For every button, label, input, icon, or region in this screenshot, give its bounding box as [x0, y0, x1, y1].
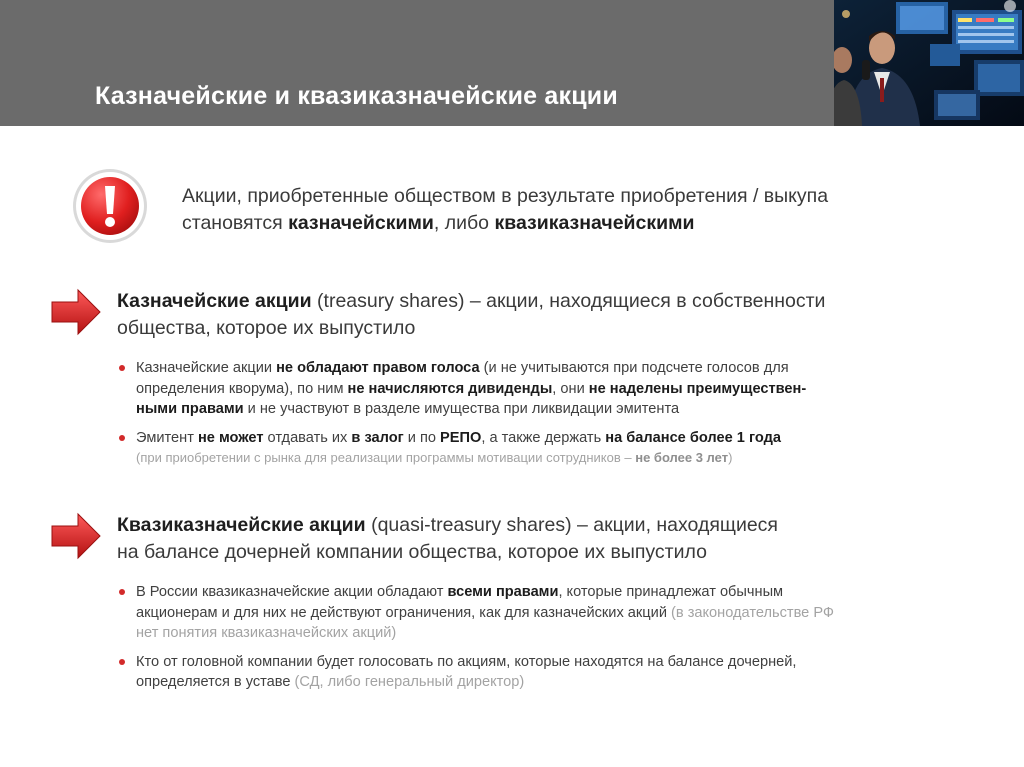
- intro-line-1: Акции, приобретенные обществом в результате приобретения / выкупа: [182, 185, 829, 207]
- bullet-dot: [119, 659, 125, 665]
- slide-header: [0, 0, 1024, 126]
- section-title-quasi-treasury: Квазиказначейские акции (quasi-treasury shares) – акции, находящиеся на балансе дочерней компании общества, которое их выпустило: [117, 514, 778, 563]
- bullet-dot: [119, 435, 125, 441]
- treasury-bullet-list: [117, 358, 967, 477]
- list-item: Кто от головной компании будет голосовать по акциям, которые находятся на балансе дочерней, определяется в уставе (СД, либо генеральный директор): [117, 652, 967, 693]
- exclamation-icon: [72, 168, 148, 244]
- arrow-right-icon: [50, 288, 102, 336]
- slide-title: Казначейские и квазиказначейские акции: [95, 82, 618, 110]
- list-item: Эмитент не может отдавать их в залог и по РЕПО, а также держать на балансе более 1 года (при приобретении с рынка для реализации программы мотивации сотрудников – не более 3 лет): [117, 428, 967, 469]
- stock-exchange-trader-photo: [834, 0, 1024, 126]
- list-item: В России квазиказначейские акции обладают всеми правами, которые принадлежат обычным акционерам и для них не действуют ограничения, как для казначейских акций (в законодательстве РФ нет понятия квазиказначейских акций): [117, 582, 967, 644]
- intro-text: [182, 183, 972, 237]
- section-title-treasury: Казначейские акции (treasury shares) – акции, находящиеся в собственности общества, которое их выпустило: [117, 290, 826, 339]
- bullet-dot: [119, 365, 125, 371]
- bullet-dot: [119, 589, 125, 595]
- quasi-treasury-bullet-list: [117, 582, 967, 701]
- intro-line-2: становятся казначейскими, либо квазиказначейскими: [182, 212, 695, 234]
- arrow-right-icon: [50, 512, 102, 560]
- list-item: Казначейские акции не обладают правом голоса (и не учитываются при подсчете голосов для определения кворума), по ним не начисляются дивиденды, они не наделены преимуществен- ными правами и не участвуют в разделе имущества при ликвидации эмитента: [117, 358, 967, 420]
